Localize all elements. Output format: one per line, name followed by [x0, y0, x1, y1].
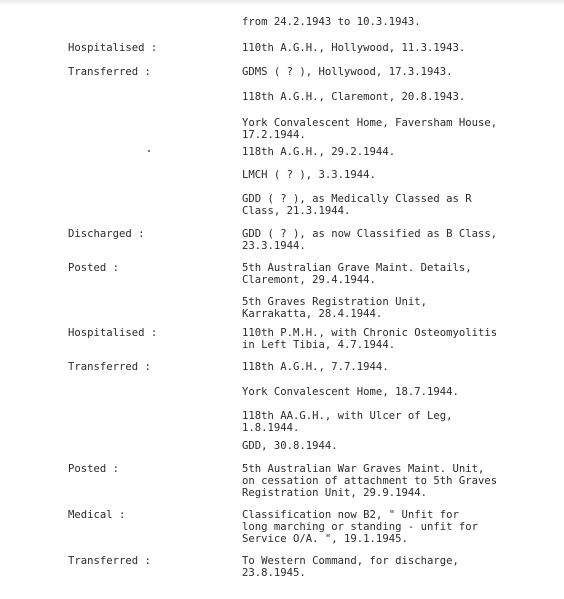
stray-mark	[148, 150, 150, 152]
entry-text: LMCH ( ? ), 3.3.1944.	[242, 169, 376, 181]
entry-text: 110th P.M.H., with Chronic Osteomyolitis in Left Tibia, 4.7.1944.	[242, 327, 498, 351]
entry-text: GDMS ( ? ), Hollywood, 17.3.1943.	[242, 66, 453, 78]
entry-label: Hospitalised :	[68, 42, 158, 54]
entry-label: Transferred :	[68, 66, 151, 78]
entry-label: Medical :	[68, 509, 126, 521]
entry-text: GDD ( ? ), as now Classified as B Class, 23.3.1944.	[242, 228, 498, 252]
entry-text: 5th Australian War Graves Maint. Unit, on cessation of attachment to 5th Graves Registration Unit, 29.9.1944.	[242, 463, 498, 499]
entry-text: To Western Command, for discharge, 23.8.1945.	[242, 555, 459, 579]
entry-text: Classification now B2, " Unfit for long marching or standing - unfit for Service O/A. ", 19.1.1945.	[242, 509, 478, 545]
entry-text: York Convalescent Home, 18.7.1944.	[242, 386, 459, 398]
entry-text: 118th A.G.H., 29.2.1944.	[242, 146, 396, 158]
entry-label: Transferred :	[68, 361, 151, 373]
entry-text: York Convalescent Home, Faversham House, 17.2.1944.	[242, 117, 498, 141]
entry-text: GDD ( ? ), as Medically Classed as R Class, 21.3.1944.	[242, 193, 472, 217]
entry-text: 118th A.G.H., 7.7.1944.	[242, 361, 389, 373]
entry-text: 5th Australian Grave Maint. Details, Claremont, 29.4.1944.	[242, 262, 472, 286]
entry-text: from 24.2.1943 to 10.3.1943.	[242, 16, 421, 28]
entry-text: 5th Graves Registration Unit, Karrakatta, 28.4.1944.	[242, 296, 427, 320]
entry-label: Hospitalised :	[68, 327, 158, 339]
entry-text: GDD, 30.8.1944.	[242, 440, 338, 452]
entry-text: 110th A.G.H., Hollywood, 11.3.1943.	[242, 42, 466, 54]
entry-text: 118th A.G.H., Claremont, 20.8.1943.	[242, 91, 466, 103]
entry-label: Posted :	[68, 463, 120, 475]
entry-text: 118th AA.G.H., with Ulcer of Leg, 1.8.1944.	[242, 410, 453, 434]
entry-label: Posted :	[68, 262, 120, 274]
scan-edge	[0, 0, 564, 6]
entry-label: Discharged :	[68, 228, 145, 240]
entry-label: Transferred :	[68, 555, 151, 567]
